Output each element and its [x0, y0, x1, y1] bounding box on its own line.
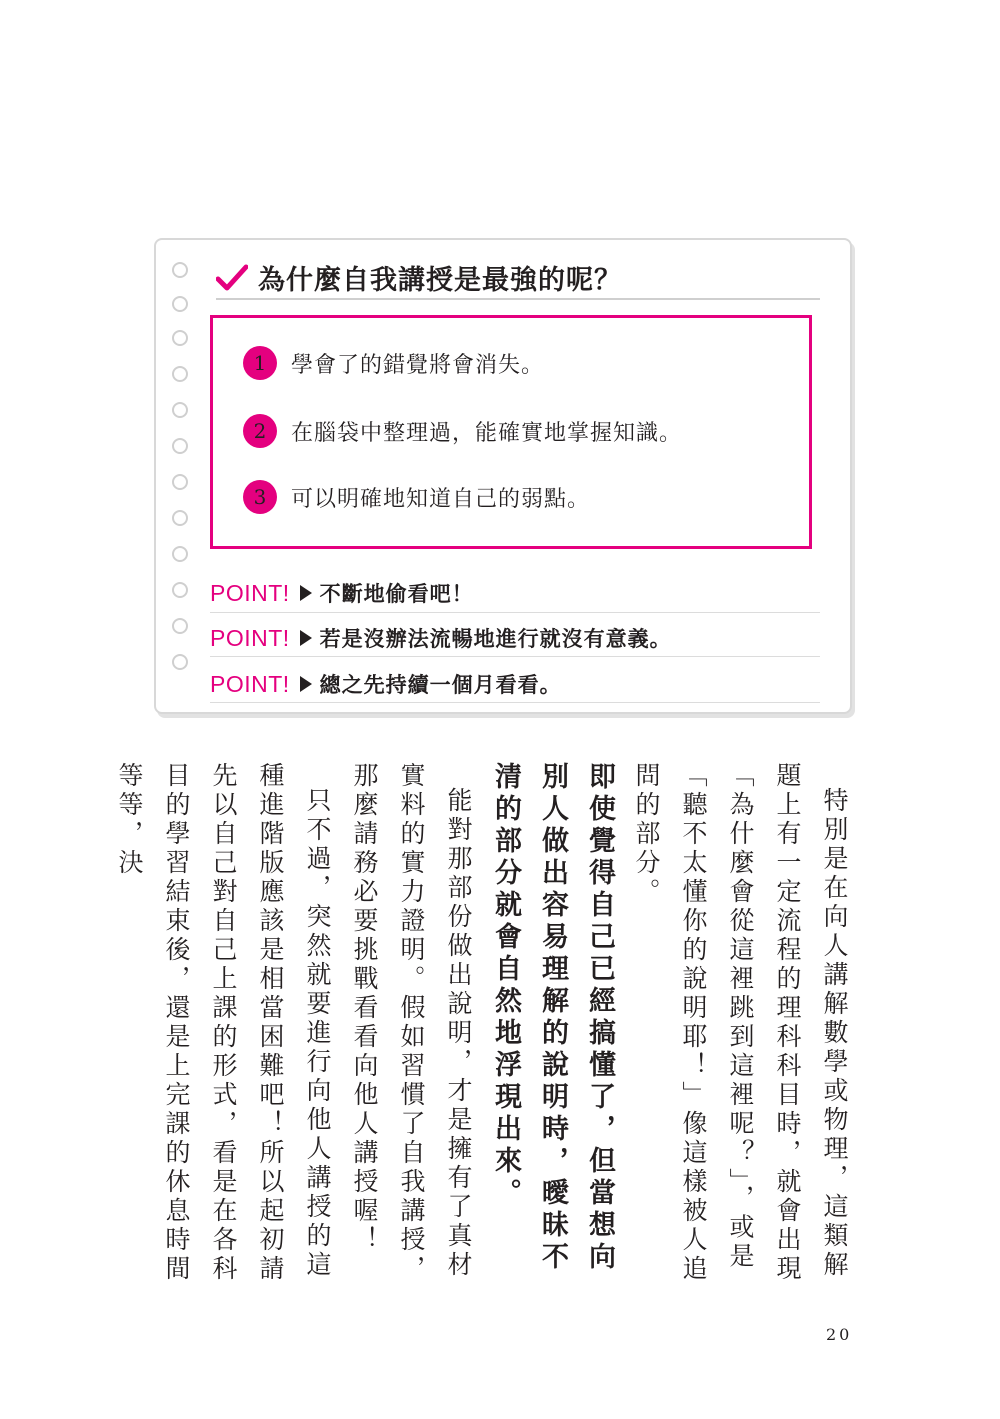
- reasons-box: [210, 315, 812, 549]
- binder-hole-icon: [172, 402, 188, 418]
- binder-hole-icon: [172, 546, 188, 562]
- point-row: [210, 669, 562, 699]
- binder-hole-icon: [172, 582, 188, 598]
- binder-hole-icon: [172, 618, 188, 634]
- binder-hole-icon: [172, 438, 188, 454]
- body-paragraph: 特別是在向人講解數學或物理，這類解題上有一定流程的理科科目時，就會出現「為什麼會從這裡跳到這裡呢？」，或是「聽不太懂你的說明耶！」像這樣被人追問的部分。: [632, 762, 849, 1284]
- binder-hole-icon: [172, 474, 188, 490]
- card-title-row: [216, 258, 622, 297]
- point-label: POINT!: [210, 670, 290, 697]
- triangle-right-icon: [300, 585, 312, 601]
- vertical-body-text: [106, 762, 858, 1302]
- number-badge: 1: [243, 346, 277, 380]
- binder-hole-icon: [172, 510, 188, 526]
- triangle-right-icon: [300, 676, 312, 692]
- binder-hole-icon: [172, 296, 188, 312]
- page-number: 20: [826, 1325, 853, 1344]
- point-text: 若是沒辦法流暢地進行就沒有意義。: [319, 627, 672, 651]
- triangle-right-icon: [300, 630, 312, 646]
- list-item: [243, 480, 590, 514]
- point-row: [210, 578, 474, 608]
- list-item-text: 在腦袋中整理過，能確實地掌握知識。: [291, 420, 683, 446]
- list-item: [243, 346, 544, 380]
- binder-hole-icon: [172, 366, 188, 382]
- point-label: POINT!: [210, 579, 290, 606]
- body-paragraph: 能對那部份做出說明，才是擁有了真材實料的實力證明。假如習慣了自我講授，那麼請務必要挑戰看看向他人講授喔！: [350, 762, 473, 1284]
- list-item: [243, 414, 682, 448]
- binder-hole-icon: [172, 262, 188, 278]
- checkmark-icon: [216, 264, 248, 292]
- body-paragraph: 只不過，突然就要進行向他人講授的這種進階版應該是相當困難吧！所以起初請先以自己對自己上課的形式，看是在各科目的學習結束後，還是上完課的休息時間等等，決: [115, 762, 332, 1284]
- point-text: 不斷地偷看吧！: [319, 582, 474, 606]
- point-row: [210, 623, 672, 653]
- list-item-text: 學會了的錯覺將會消失。: [291, 352, 545, 378]
- title-underline: [216, 298, 820, 300]
- number-badge: 2: [243, 414, 277, 448]
- binder-hole-icon: [172, 330, 188, 346]
- emphasis-paragraph: 即使覺得自己已經搞懂了，但當想向別人做出容易理解的說明時，曖昧不清的部分就會自然地浮現出來。: [490, 762, 615, 1274]
- list-item-text: 可以明確地知道自己的弱點。: [291, 486, 591, 512]
- ruled-line: [210, 702, 820, 703]
- binder-hole-icon: [172, 654, 188, 670]
- card-title: 為什麼自我講授是最強的呢？: [258, 265, 622, 296]
- point-label: POINT!: [210, 624, 290, 651]
- notebook-card: [154, 238, 852, 714]
- ruled-line: [210, 656, 820, 657]
- point-text: 總之先持續一個月看看。: [319, 673, 562, 697]
- number-badge: 3: [243, 480, 277, 514]
- ruled-line: [210, 612, 820, 613]
